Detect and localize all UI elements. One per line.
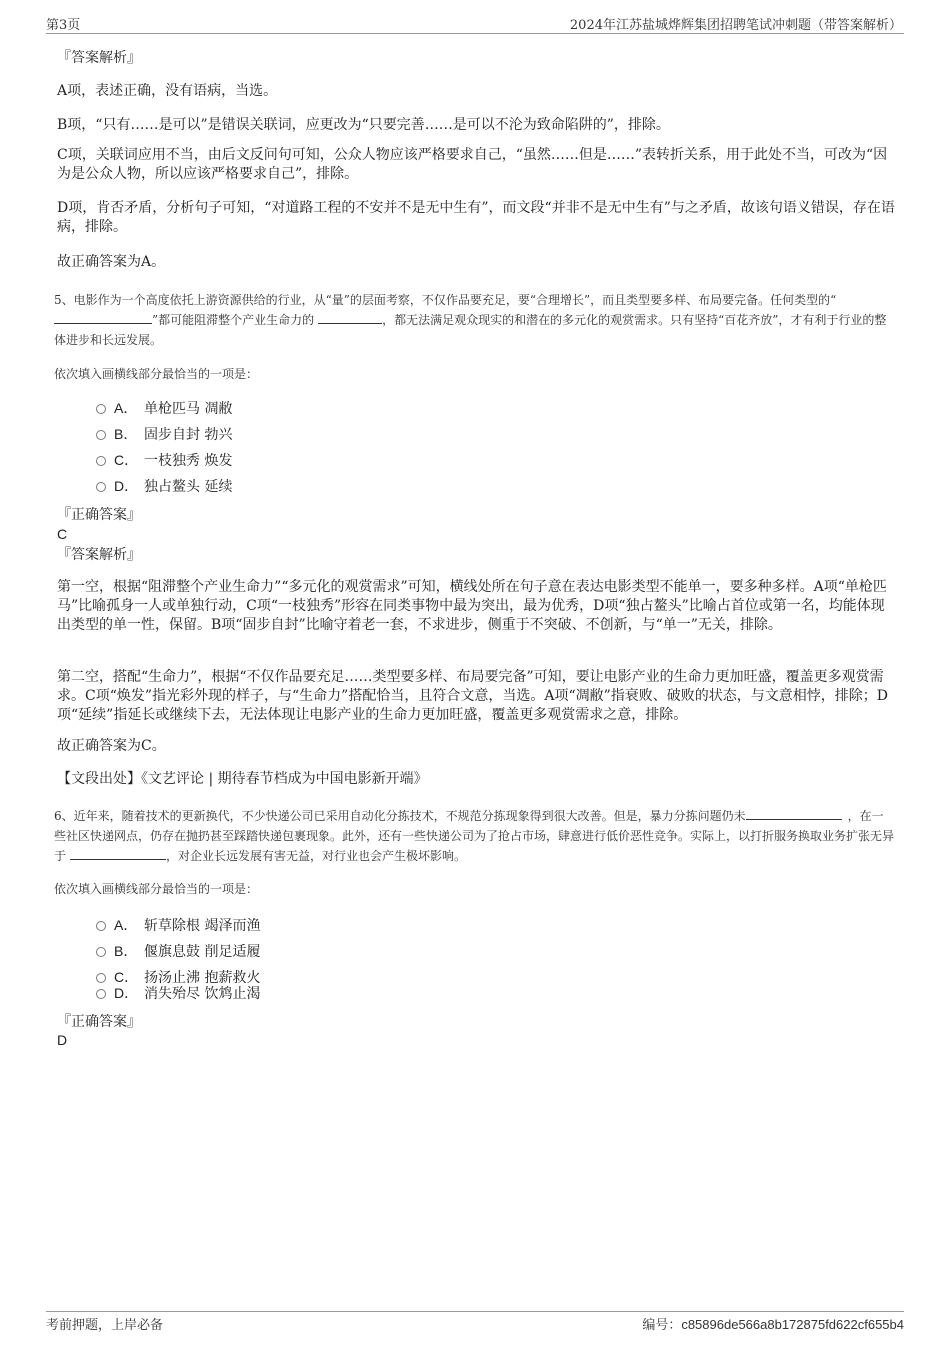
header-divider (46, 33, 904, 34)
option-letter: D． (114, 985, 139, 1001)
stem-part: ，都无法满足观众现实的和潜在的多元化的观赏需求。只有坚持“百花齐放”，才有利于行业的整体进步和长远发展。 (54, 313, 887, 347)
stem-part: ，对企业长远发展有害无益，对行业也会产生极坏影响。 (166, 849, 467, 863)
radio-button[interactable] (96, 430, 106, 440)
fill-blank (70, 847, 166, 860)
radio-button[interactable] (96, 482, 106, 492)
analysis-label: 『答案解析』 (57, 50, 141, 66)
footer-slogan: 考前押题，上岸必备 (46, 1318, 164, 1333)
question-prompt: 依次填入画横线部分最恰当的一项是： (54, 367, 259, 381)
correct-answer: D (57, 1032, 68, 1048)
option-c[interactable] (96, 450, 232, 471)
question-stem (54, 290, 894, 350)
stem-part: 5、电影作为一个高度依托上游资源供给的行业，从“量”的层面考察，不仅作品要充足，要“合理增长”，而且类型要多样、布局要完备。任何类型的“ (54, 293, 837, 307)
option-letter: C． (114, 969, 139, 985)
footer-code (642, 1314, 904, 1333)
radio-button[interactable] (96, 921, 106, 931)
option-text: 斩草除根 竭泽而渔 (144, 918, 261, 934)
option-letter: B． (114, 943, 138, 959)
analysis-paragraph: 第一空，根据“阻滞整个产业生命力”“多元化的观赏需求”可知，横线处所在句子意在表达电影类型不能单一，要多种多样。A项“单枪匹马”比喻孤身一人或单独行动，C项“一枝独秀”形容在同类事物中最为突出，最为优秀，D项“独占鳌头”比喻占首位或第一名，均能体现出类型的单一性，保留。B项“固步自封”比喻守着老一套，不求进步，侧重于不突破、不创新，与“单一”无关，排除。 (57, 579, 887, 633)
option-letter: B． (114, 426, 138, 442)
fill-blank (746, 807, 842, 820)
option-a[interactable] (96, 398, 232, 419)
analysis-option-d: D项，肯否矛盾，分析句子可知，“对道路工程的不安并不是无中生有”，而文段“并非不是无中生有”与之矛盾，故该句语义错误，存在语病，排除。 (57, 200, 895, 235)
radio-button[interactable] (96, 947, 106, 957)
option-d[interactable] (96, 476, 232, 497)
footer-divider (46, 1311, 904, 1312)
analysis-label: 『答案解析』 (57, 547, 141, 563)
source-citation: 【文段出处】《文艺评论 | 期待春节档成为中国电影新开端》 (57, 771, 428, 787)
analysis-option-b: B项，“只有……是可以”是错误关联词，应更改为“只要完善……是可以不沦为致命陷阱的”，排除。 (57, 117, 670, 133)
radio-button[interactable] (96, 989, 106, 999)
fill-blank (54, 311, 152, 324)
fill-blank (318, 311, 382, 324)
correct-answer-label: 『正确答案』 (57, 507, 141, 523)
analysis-option-a: A项，表述正确，没有语病，当选。 (57, 83, 278, 99)
option-text: 一枝独秀 焕发 (144, 453, 233, 469)
document-title: 2024年江苏盐城烨辉集团招聘笔试冲刺题（带答案解析） (569, 18, 902, 33)
analysis-option-c: C项，关联词应用不当，由后文反问句可知，公众人物应该严格要求自己，“虽然……但是……”表转折关系，用于此处不当，可改为“因为是公众人物，所以应该严格要求自己”，排除。 (57, 147, 888, 182)
answer-conclusion: 故正确答案为A。 (57, 254, 166, 270)
stem-part: ，在一些社区快递网点，仍存在抛扔甚至踩踏快递包裹现象。此外，还有一些快递公司为了抢占市场，肆意进行低价恶性竞争。实际上，以打折服务换取业务扩张无异于 (54, 809, 895, 863)
option-text: 固步自封 勃兴 (144, 427, 233, 443)
analysis-paragraph: 第二空，搭配“生命力”，根据“不仅作品要充足……类型要多样、布局要完备”可知，要让电影产业的生命力更加旺盛，覆盖更多观赏需求。C项“焕发”指光彩外现的样子，与“生命力”搭配恰当，且符合文意，当选。A项“凋敝”指衰败、破败的状态，与文意相悖，排除；D项“延续”指延长或继续下去，无法体现让电影产业的生命力更加旺盛，覆盖更多观赏需求之意，排除。 (57, 669, 888, 723)
option-letter: A． (114, 400, 138, 416)
option-letter: D． (114, 478, 139, 494)
option-text: 单枪匹马 凋敝 (144, 401, 233, 417)
page-number: 第3页 (46, 18, 81, 33)
correct-answer: C (57, 526, 68, 542)
option-letter: C． (114, 452, 139, 468)
option-d[interactable] (96, 983, 260, 1004)
question-stem (54, 806, 894, 866)
option-text: 消失殆尽 饮鸩止渴 (144, 986, 261, 1002)
stem-part: ”都可能阻滞整个产业生命力的 (152, 313, 315, 327)
answer-conclusion: 故正确答案为C。 (57, 738, 166, 754)
option-a[interactable] (96, 915, 260, 936)
radio-button[interactable] (96, 456, 106, 466)
radio-button[interactable] (96, 404, 106, 414)
footer-code-value: c85896de566a8b172875fd622cf655b4 (681, 1317, 904, 1332)
option-text: 扬汤止沸 抱薪救火 (144, 970, 261, 986)
footer-code-label: 编号： (642, 1318, 682, 1333)
question-prompt: 依次填入画横线部分最恰当的一项是： (54, 882, 259, 896)
correct-answer-label: 『正确答案』 (57, 1014, 141, 1030)
option-b[interactable] (96, 941, 260, 962)
option-text: 偃旗息鼓 削足适履 (144, 944, 261, 960)
option-letter: A． (114, 917, 138, 933)
option-text: 独占鳌头 延续 (144, 479, 233, 495)
radio-button[interactable] (96, 973, 106, 983)
stem-part: 6、近年来，随着技术的更新换代，不少快递公司已采用自动化分拣技术，不规范分拣现象得到很大改善。但是，暴力分拣问题仍未 (54, 809, 746, 823)
option-b[interactable] (96, 424, 232, 445)
